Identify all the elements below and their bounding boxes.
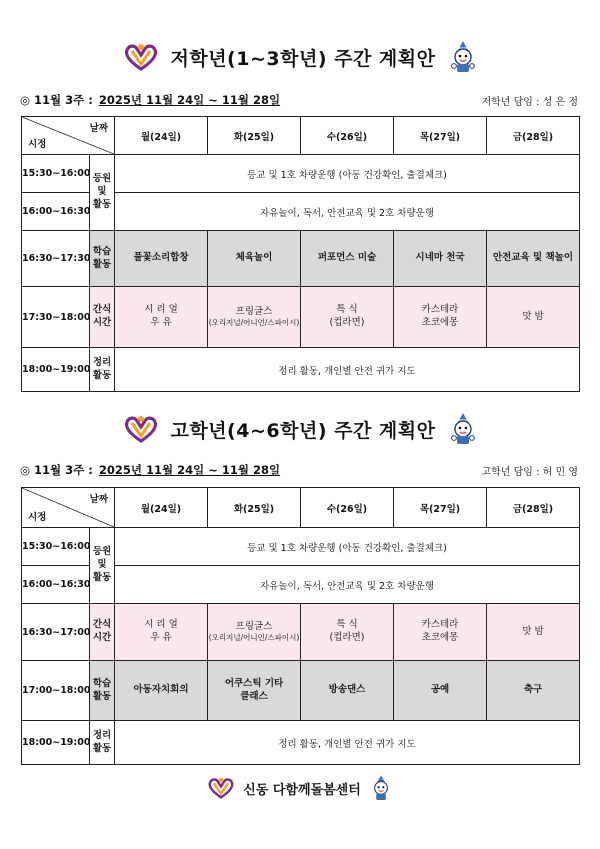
snack-cell (487, 604, 580, 661)
snack-cell (301, 287, 394, 348)
high-date-range: 2025년 11월 24일 ~ 11월 28일 (98, 463, 281, 477)
mascot-icon (448, 40, 478, 74)
snack-sub: (오리지널/어니언/스파이시) (208, 633, 300, 643)
mascot-icon (448, 412, 478, 446)
row-label: 간식 시간 (90, 604, 115, 661)
snack-main: 프링글스 (235, 620, 273, 632)
time-cell: 16:30~17:00 (22, 604, 90, 661)
row-label: 정리 활동 (90, 721, 115, 765)
group-label: 등원 및 활동 (90, 528, 115, 604)
snack-main: 카스테라 초코에몽 (421, 619, 459, 643)
snack-main: 시 리 얼 우 유 (144, 619, 178, 643)
high-schedule-table (21, 487, 580, 765)
heart-logo-icon (123, 414, 159, 444)
day-header: 수(26일) (301, 488, 394, 528)
row-label: 학습 활동 (90, 231, 115, 287)
snack-cell (115, 287, 208, 348)
low-title-bar (0, 40, 600, 74)
low-week-label: ◎ 11월 3주 : 2025년 11월 24일 ~ 11월 28일 (20, 93, 281, 107)
mascot-icon (369, 774, 393, 802)
snack-cell (487, 287, 580, 348)
snack-cell (394, 287, 487, 348)
activity-cell: 방송댄스 (301, 661, 394, 721)
snack-main: 카스테라 초코에몽 (421, 304, 459, 328)
activity-cell: 아동자치회의 (115, 661, 208, 721)
day-header: 금(28일) (487, 488, 580, 528)
activity-cell: 시네마 천국 (394, 231, 487, 287)
row-label: 학습 활동 (90, 661, 115, 721)
time-cell: 16:00~16:30 (22, 566, 90, 604)
corner-time-label: 시정 (28, 512, 47, 523)
corner-time-label: 시정 (28, 139, 47, 150)
row-label: 간식 시간 (90, 287, 115, 348)
snack-main: 프링글스 (235, 305, 273, 317)
activity-span: 등교 및 1호 차량운행 (아동 건강확인, 출결체크) (115, 528, 580, 566)
time-cell: 17:00~18:00 (22, 661, 90, 721)
activity-span: 자유놀이, 독서, 안전교육 및 2호 차량운행 (115, 566, 580, 604)
activity-cell: 퍼포먼스 미술 (301, 231, 394, 287)
high-subheader (20, 462, 580, 480)
high-teacher: 고학년 담임 : 허 민 영 (481, 467, 578, 478)
activity-span: 등교 및 1호 차량운행 (아동 건강확인, 출결체크) (115, 155, 580, 193)
time-cell: 15:30~16:00 (22, 155, 90, 193)
corner-date-label: 날짜 (89, 494, 108, 505)
activity-span: 정리 활동, 개인별 안전 귀가 지도 (115, 348, 580, 392)
center-name: 신동 다함께돌봄센터 (243, 782, 361, 798)
day-header: 화(25일) (208, 488, 301, 528)
activity-span: 자유놀이, 독서, 안전교육 및 2호 차량운행 (115, 193, 580, 231)
day-header: 수(26일) (301, 117, 394, 155)
activity-span: 정리 활동, 개인별 안전 귀가 지도 (115, 721, 580, 765)
day-header: 화(25일) (208, 117, 301, 155)
time-cell: 15:30~16:00 (22, 528, 90, 566)
group-label: 등원 및 활동 (90, 155, 115, 231)
high-title-bar (0, 412, 600, 446)
snack-cell (394, 604, 487, 661)
low-date-range: 2025년 11월 24일 ~ 11월 28일 (98, 93, 281, 107)
low-corner-cell (22, 117, 115, 155)
time-cell: 17:30~18:00 (22, 287, 90, 348)
snack-sub: (컵라면) (329, 317, 365, 328)
low-subheader (20, 92, 580, 110)
day-header: 금(28일) (487, 117, 580, 155)
day-header: 월(24일) (115, 488, 208, 528)
snack-sub: (컵라면) (329, 632, 365, 643)
snack-main: 특 식 (336, 619, 358, 631)
activity-cell: 공예 (394, 661, 487, 721)
snack-cell (208, 287, 301, 348)
snack-main: 시 리 얼 우 유 (144, 304, 178, 328)
snack-cell (115, 604, 208, 661)
high-week-label: ◎ 11월 3주 : 2025년 11월 24일 ~ 11월 28일 (20, 463, 281, 477)
time-cell: 16:30~17:30 (22, 231, 90, 287)
snack-cell (301, 604, 394, 661)
low-teacher: 저학년 담임 : 성 은 정 (481, 97, 578, 108)
activity-cell: 풀꽃소리합창 (115, 231, 208, 287)
snack-main: 맛 밤 (522, 625, 544, 637)
time-cell: 16:00~16:30 (22, 193, 90, 231)
day-header: 월(24일) (115, 117, 208, 155)
footer (0, 774, 600, 802)
row-label: 정리 활동 (90, 348, 115, 392)
snack-cell (208, 604, 301, 661)
corner-date-label: 날짜 (89, 123, 108, 134)
low-schedule-table (21, 116, 580, 392)
time-cell: 18:00~19:00 (22, 721, 90, 765)
day-header: 목(27일) (394, 117, 487, 155)
day-header: 목(27일) (394, 488, 487, 528)
heart-logo-icon (123, 42, 159, 72)
high-page-title: 고학년(4~6학년) 주간 계획안 (170, 419, 436, 442)
activity-cell: 체육놀이 (208, 231, 301, 287)
high-corner-cell (22, 488, 115, 528)
snack-main: 맛 밤 (522, 310, 544, 322)
snack-main: 특 식 (336, 304, 358, 316)
activity-cell: 안전교육 및 책놀이 (487, 231, 580, 287)
low-page-title: 저학년(1~3학년) 주간 계획안 (170, 47, 436, 70)
snack-sub: (오리지널/어니언/스파이시) (208, 318, 300, 328)
heart-logo-icon (207, 776, 235, 800)
activity-cell: 어쿠스틱 기타 클래스 (208, 661, 301, 721)
time-cell: 18:00~19:00 (22, 348, 90, 392)
activity-cell: 축구 (487, 661, 580, 721)
